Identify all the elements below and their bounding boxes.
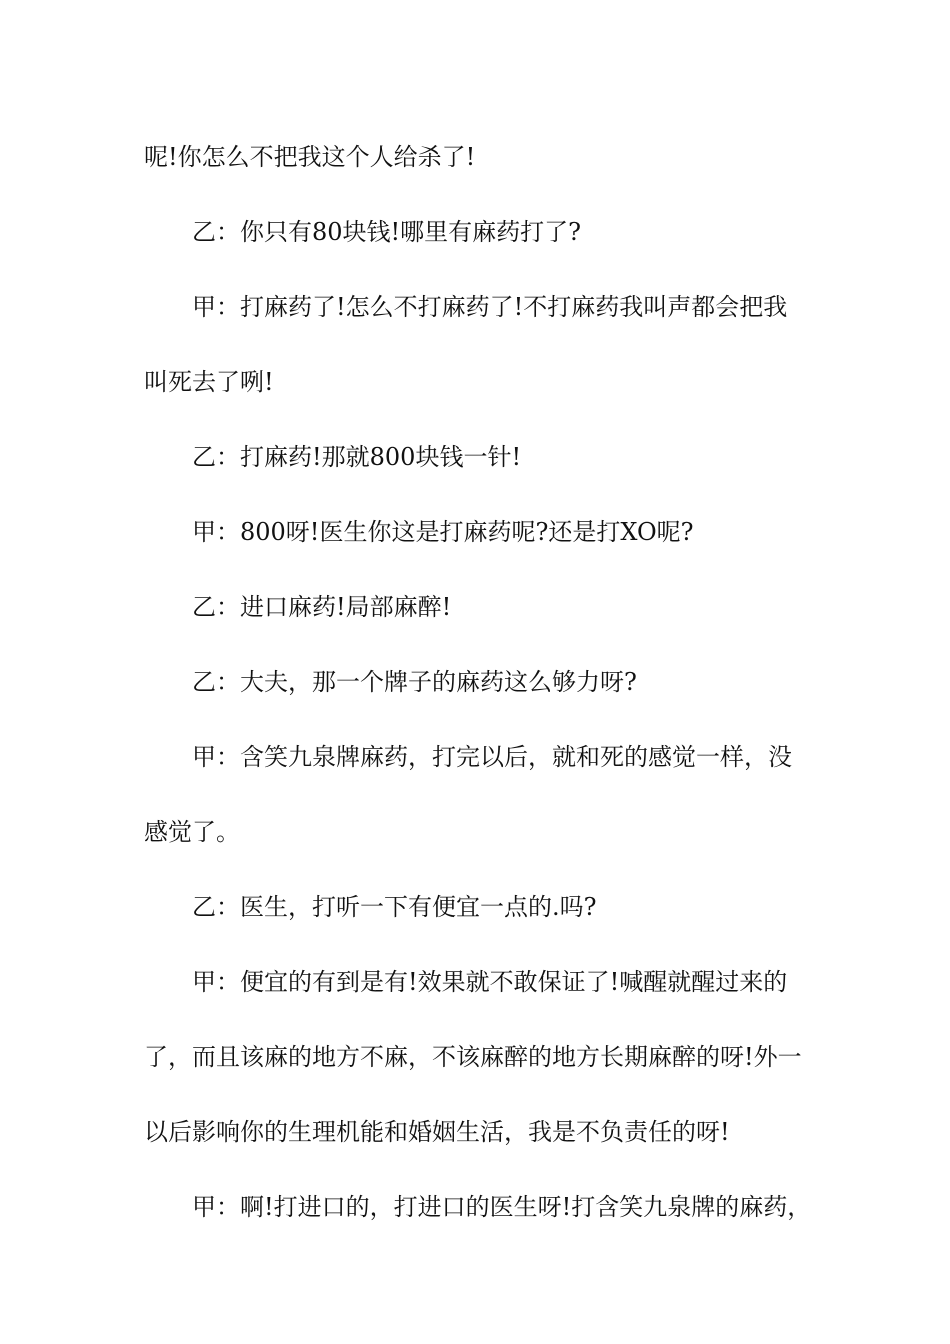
text-line: 乙：你只有80块钱!哪里有麻药打了? (192, 218, 582, 246)
text-line: 甲：打麻药了!怎么不打麻药了!不打麻药我叫声都会把我 (192, 293, 788, 321)
text-line: 了，而且该麻的地方不麻，不该麻醉的地方长期麻醉的呀!外一 (144, 1043, 802, 1071)
text-line: 乙：进口麻药!局部麻醉! (192, 593, 452, 621)
text-line: 甲：啊!打进口的，打进口的医生呀!打含笑九泉牌的麻药， (192, 1193, 812, 1221)
text-line: 乙：大夫，那一个牌子的麻药这么够力呀? (192, 668, 637, 696)
text-line: 以后影响你的生理机能和婚姻生活，我是不负责任的呀! (144, 1118, 730, 1146)
text-line: 感觉了。 (144, 818, 240, 846)
text-line: 甲：便宜的有到是有!效果就不敢保证了!喊醒就醒过来的 (192, 968, 788, 996)
text-line: 乙：医生，打听一下有便宜一点的.吗? (192, 893, 597, 921)
text-line: 呢!你怎么不把我这个人给杀了! (144, 143, 476, 171)
text-line: 甲：含笑九泉牌麻药，打完以后，就和死的感觉一样，没 (192, 743, 792, 771)
document-body (144, 120, 834, 1245)
text-line: 叫死去了咧! (144, 368, 274, 396)
text-line: 甲：800呀!医生你这是打麻药呢?还是打XO呢? (192, 518, 694, 546)
text-line: 乙：打麻药!那就800块钱一针! (192, 443, 522, 471)
